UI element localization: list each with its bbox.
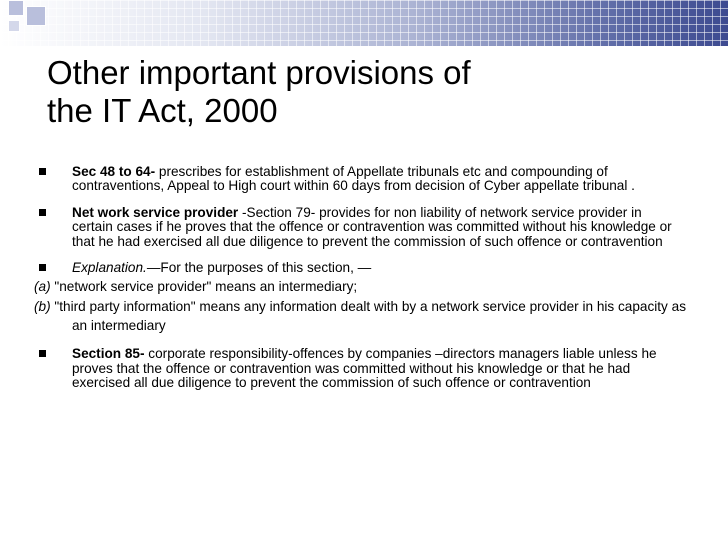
definition-text: "third party information" means any information dealt with by a network service provider in his capacity as an intermediary [50, 299, 686, 334]
banner-grid-pattern [0, 0, 728, 46]
item-text: corporate responsibility-offences by companies –directors managers liable unless he proves that the offence or contravention was committed without his knowledge or that he had exercised all due diligence to prevent the commission of such offence or contravention [72, 346, 657, 391]
item-text: —For the purposes of this section, — [146, 260, 372, 276]
square-bullet-icon [39, 209, 46, 216]
definition-item [34, 277, 686, 296]
bullet-item [34, 165, 686, 194]
bullet-item [34, 261, 686, 275]
slide-body [34, 165, 686, 403]
slide-title: Other important provisions of the IT Act, 2000 [47, 54, 471, 129]
header-banner [0, 0, 728, 46]
definition-marker: (b) [34, 299, 51, 315]
definition-item [34, 297, 686, 335]
item-text: prescribes for establishment of Appellate tribunals etc and compounding of contraventions, Appeal to High court within 60 days from decision of Cyber appellate tribunal . [72, 164, 635, 194]
deco-square [8, 0, 24, 16]
item-lead: Section 85- [72, 346, 145, 362]
definition-text: "network service provider" means an intermediary; [50, 279, 358, 295]
item-lead: Sec 48 to 64- [72, 164, 156, 179]
item-lead: Net work service provider [72, 204, 239, 220]
bullet-item [34, 347, 686, 390]
deco-square [26, 6, 46, 26]
bullet-item [34, 206, 686, 249]
square-bullet-icon [39, 168, 46, 175]
square-bullet-icon [39, 264, 46, 271]
definition-marker: (a) [34, 279, 51, 295]
square-bullet-icon [39, 350, 46, 357]
item-lead: Explanation. [72, 260, 147, 276]
item-text: -Section 79- provides for non liability of network service provider in certain cases if he proves that the offence or contravention was committed without his knowledge or that he had exercised all due diligence to prevent the commission of such offence or contravention [72, 204, 672, 249]
deco-square [8, 20, 20, 32]
